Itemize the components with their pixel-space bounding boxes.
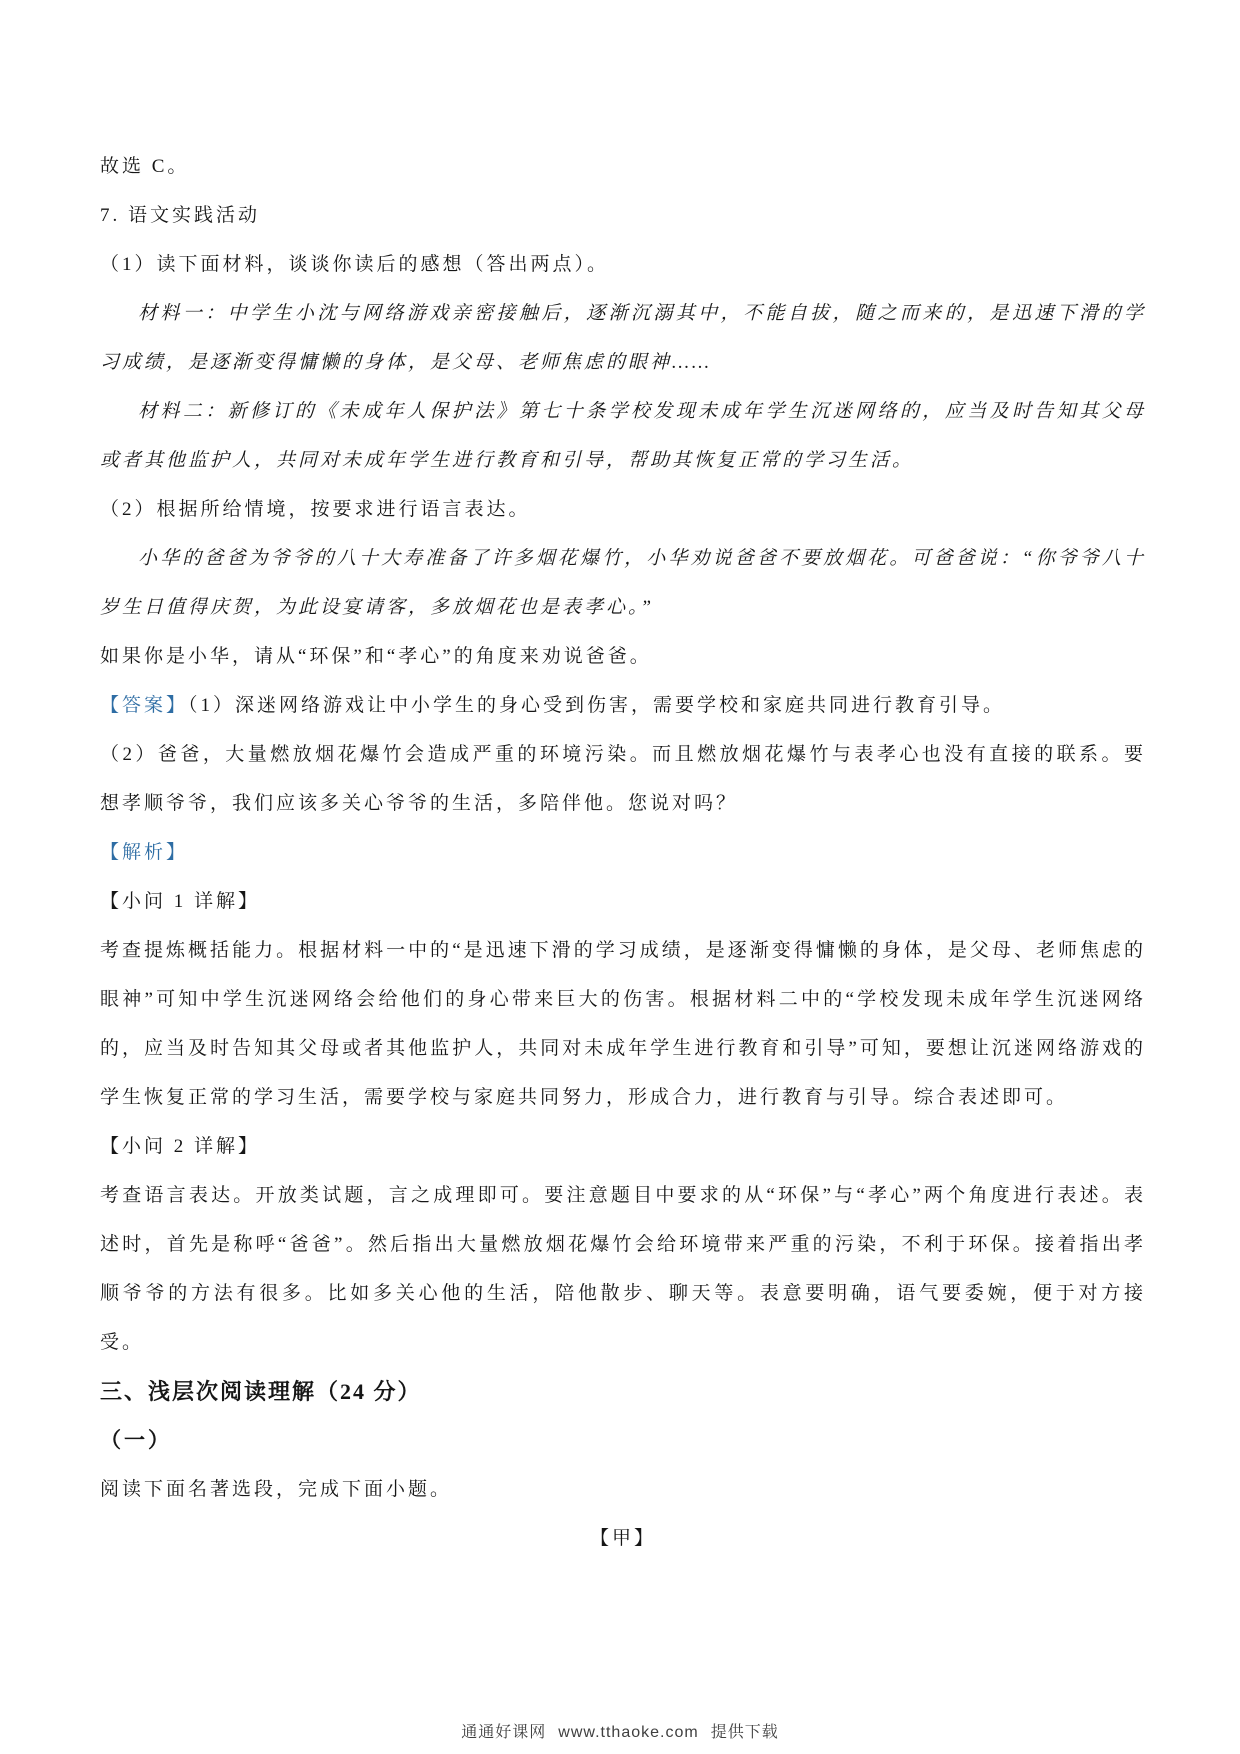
reading-intro: 阅读下面名著选段，完成下面小题。 [100, 1479, 453, 1500]
task-line: 如果你是小华，请从“环保”和“孝心”的角度来劝说爸爸。 [100, 646, 652, 667]
sub-question-2-explanation: 考查语言表达。开放类试题，言之成理即可。要注意题目中要求的从“环保”与“孝心”两个角度进行表述。表述时，首先是称呼“爸爸”。然后指出大量燃放烟花爆竹会给环境带来严重的污染，不利于环保。接着指出孝顺爷爷的方法有很多。比如多关心他的生活，陪他散步、聊天等。表意要明确，语气要委婉，便于对方接受。 [100, 1185, 1146, 1353]
section-3-title: 三、浅层次阅读理解（24 分） [100, 1379, 422, 1404]
answer-1-text: （1）深迷网络游戏让中小学生的身心受到伤害，需要学校和家庭共同进行教育引导。 [188, 695, 1006, 716]
analysis-label: 【解析】 [100, 842, 189, 863]
content-area [100, 142, 1146, 1563]
section-3-part-1-label: （一） [100, 1428, 172, 1452]
answer-label: 【答案】 [100, 695, 189, 716]
footer-url: www.tthaoke.com [558, 1724, 699, 1741]
material-2-text: 材料二：新修订的《未成年人保护法》第七十条学校发现未成年学生沉迷网络的，应当及时告知其父母或者其他监护人，共同对未成年学生进行教育和引导，帮助其恢复正常的学习生活。 [100, 401, 1146, 471]
q7-part1-prompt: （1）读下面材料，谈谈你读后的感想（答出两点）。 [100, 254, 610, 275]
answer-paragraph-2: （2）爸爸，大量燃放烟花爆竹会造成严重的环境污染。而且燃放烟花爆竹与表孝心也没有直接的联系。要想孝顺爷爷，我们应该多关心爷爷的生活，多陪伴他。您说对吗？ [100, 744, 1146, 814]
scenario-text: 小华的爸爸为爷爷的八十大寿准备了许多烟花爆竹，小华劝说爸爸不要放烟花。可爸爸说：“你爷爷八十岁生日值得庆贺，为此设宴请客，多放烟花也是表孝心。” [100, 548, 1146, 618]
sub-question-2-label: 【小问 2 详解】 [100, 1136, 261, 1157]
footer-download-suffix: 提供下载 [710, 1724, 779, 1741]
prev-answer-line: 故选 C。 [100, 156, 190, 177]
answer-paragraph-1 [100, 681, 1146, 730]
material-1-text: 材料一：中学生小沈与网络游戏亲密接触后，逐渐沉溺其中，不能自拔，随之而来的，是迅速下滑的学习成绩，是逐渐变得慵懒的身体，是父母、老师焦虑的眼神…… [100, 303, 1146, 373]
question-7-title: 7. 语文实践活动 [100, 205, 261, 226]
footer-site-name: 通通好课网 [461, 1724, 547, 1741]
sub-question-1-label: 【小问 1 详解】 [100, 891, 261, 912]
sub-question-1-explanation: 考查提炼概括能力。根据材料一中的“是迅速下滑的学习成绩，是逐渐变得慵懒的身体，是父母、老师焦虑的眼神”可知中学生沉迷网络会给他们的身心带来巨大的伤害。根据材料二中的“学校发现未成年学生沉迷网络的，应当及时告知其父母或者其他监护人，共同对未成年学生进行教育和引导”可知，要想让沉迷网络游戏的学生恢复正常的学习生活，需要学校与家庭共同努力，形成合力，进行教育与引导。综合表述即可。 [100, 940, 1146, 1108]
page-footer [0, 1719, 1240, 1742]
q7-part2-prompt: （2）根据所给情境，按要求进行语言表达。 [100, 499, 531, 520]
passage-jia-label: 【甲】 [589, 1528, 656, 1549]
